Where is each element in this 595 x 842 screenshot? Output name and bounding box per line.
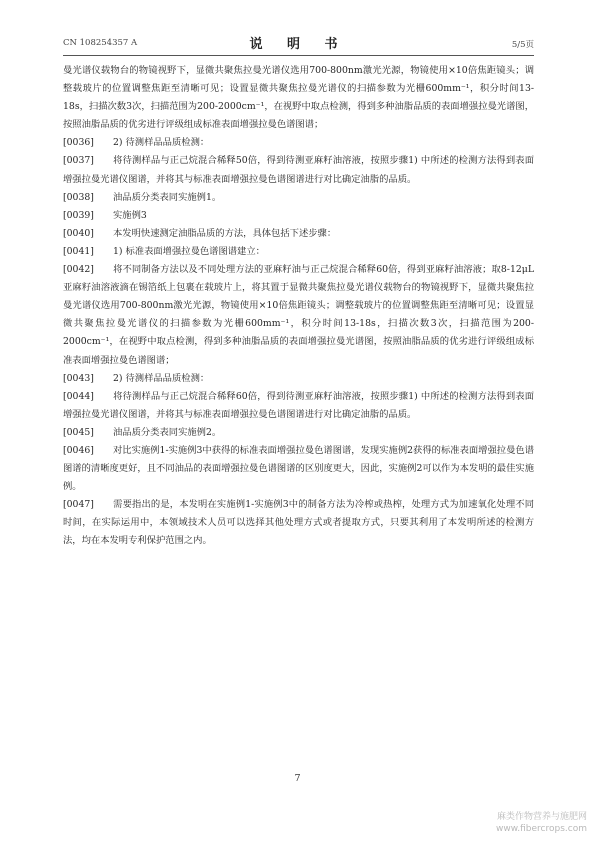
paragraph-number: [0040] [63, 227, 94, 239]
document-title: 说 明 书 [249, 37, 348, 52]
paragraph-number: [0037] [63, 155, 94, 167]
paragraph-number: [0047] [63, 499, 94, 511]
paragraph-text: 实施例3 [113, 209, 147, 221]
site-watermark [496, 811, 587, 835]
paragraph-text: 2) 待测样品品质检测： [113, 372, 210, 384]
paragraph [63, 496, 534, 550]
header-rule [63, 55, 534, 56]
paragraph-number: [0045] [63, 426, 94, 438]
paragraph [63, 207, 534, 225]
paragraph-number: [0038] [63, 191, 94, 203]
paragraph-number: [0039] [63, 209, 94, 221]
paragraph [63, 370, 534, 388]
paragraph-text: 需要指出的是，本发明在实施例1-实施例3中的制备方法为冷榨或热榨，处理方式为加速氧化处理不同时间，在实际运用中，本领域技术人员可以选择其他处理方式或者提取方式，只要其利用了本发明所述的检测方法，均在本发明专利保护范围之内。 [63, 499, 534, 547]
page-header [63, 33, 534, 53]
paragraph-text: 本发明快速测定油脂品质的方法，具体包括下述步骤： [113, 227, 337, 239]
paragraph-text: 将待测样品与正己烷混合稀释50倍，得到待测亚麻籽油溶液，按照步骤1) 中所述的检测方法得到表面增强拉曼光谱仪图谱，并将其与标准表面增强拉曼色谱图谱进行对比确定油脂的品质。 [63, 155, 534, 185]
watermark-url: www.fibercrops.com [496, 824, 587, 834]
paragraph-text: 对比实施例1-实施例3中获得的标准表面增强拉曼色谱图谱，发现实施例2获得的标准表面增强拉曼色谱图谱的清晰度更好，且不同油品的表面增强拉曼色谱图谱的区别度更大，因此，实施例2可以作为本发明的最佳实施例。 [63, 444, 534, 493]
paragraph-text: 油品质分类表同实施例2。 [113, 426, 222, 438]
paragraph-number: [0043] [63, 372, 94, 384]
paragraph [63, 261, 534, 370]
paragraph [63, 189, 534, 207]
paragraph [63, 62, 534, 134]
paragraph-text: 1) 标准表面增强拉曼色谱图谱建立： [113, 245, 265, 257]
paragraph-number: [0041] [63, 245, 94, 257]
paragraph-text: 将待测样品与正己烷混合稀释60倍，得到待测亚麻籽油溶液，按照步骤1) 中所述的检测方法得到表面增强拉曼光谱仪图谱，并将其与标准表面增强拉曼色谱图谱进行对比确定油脂的品质。 [63, 390, 534, 420]
paragraph [63, 424, 534, 442]
page-number: 7 [294, 773, 301, 784]
paragraph-number: [0036] [63, 137, 94, 149]
paragraph-text: 2) 待测样品品质检测： [113, 137, 210, 149]
page-indicator: 5/5页 [511, 40, 534, 50]
patent-number: CN 108254357 A [63, 38, 138, 48]
paragraph [63, 243, 534, 261]
document-body [63, 62, 534, 551]
watermark-title: 麻类作物营养与施肥网 [496, 812, 587, 822]
paragraph-number: [0044] [63, 390, 94, 402]
paragraph [63, 225, 534, 243]
paragraph-text: 油品质分类表同实施例1。 [113, 191, 222, 203]
paragraph-number: [0042] [63, 264, 94, 276]
paragraph [63, 152, 534, 188]
paragraph-number: [0046] [63, 444, 94, 456]
paragraph-text: 将不同制备方法以及不同处理方法的亚麻籽油与正己烷混合稀释60倍，得到亚麻籽油溶液；取8-12μL亚麻籽油溶液滴在锡箔纸上包裹在载玻片上，将其置于显微共聚焦拉曼光谱仪载物台的物镜视野下，显微共聚焦拉曼光谱仪选用700-800nm激光光源，物镜使用×10倍焦距镜头；调整载玻片的位置调整焦距至清晰可见；设置显微共聚焦拉曼光谱仪的扫描参数为光栅600mm⁻¹，积分时间13-18s，扫描次数3次，扫描范围为200-2000cm⁻¹，在视野中取点检测，得到多种油脂品质的表面增强拉曼光谱图，按照油脂品质的优劣进行评级组成标准表面增强拉曼色谱图谱； [63, 264, 534, 366]
paragraph [63, 388, 534, 424]
paragraph [63, 134, 534, 152]
paragraph [63, 442, 534, 496]
paragraph-text: 曼光谱仪载物台的物镜视野下，显微共聚焦拉曼光谱仪选用700-800nm激光光源，物镜使用×10倍焦距镜头；调整载玻片的位置调整焦距至清晰可见；设置显微共聚焦拉曼光谱仪的扫描参数为光栅600mm⁻¹，积分时间13-18s，扫描次数3次，扫描范围为200-2000cm⁻¹，在视野中取点检测，得到多种油脂品质的表面增强拉曼光谱图，按照油脂品质的优劣进行评级组成标准表面增强拉曼色谱图谱； [63, 65, 534, 131]
